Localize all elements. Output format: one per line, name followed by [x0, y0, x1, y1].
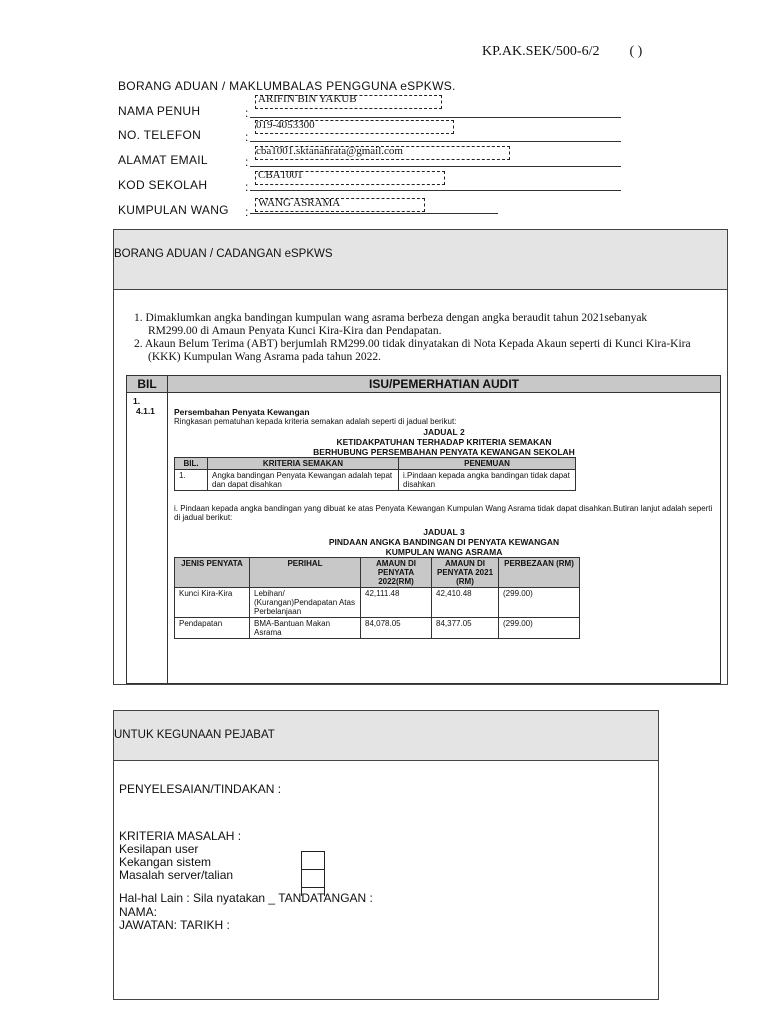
field-underline: [250, 213, 498, 214]
field-underline: [250, 117, 621, 118]
complaint-section: [113, 229, 728, 685]
jadual3-header: AMAUN DI PENYATA 2022(RM): [361, 558, 432, 588]
jadual3-header: PERBEZAAN (RM): [499, 558, 580, 588]
label-nama-penuh: NAMA PENUH: [118, 104, 201, 118]
jadual3-subtitle: PINDAAN ANGKA BANDINGAN DI PENYATA KEWANGAN: [328, 537, 560, 547]
doc-ref-paren: ( ): [629, 44, 643, 59]
isu-header: ISU/PEMERHATIAN AUDIT: [369, 377, 519, 391]
jadual3-cell: Lebihan/ (Kurangan)Pendapatan Atas Perbelanjaan: [250, 588, 361, 618]
topic-description: Ringkasan pematuhan kepada kriteria semakan adalah seperti di jadual berikut:: [174, 417, 457, 426]
jadual2-title: JADUAL 2: [423, 427, 465, 437]
jadual2-header: BIL.: [175, 458, 208, 470]
no-telefon-value: 019-4053300: [256, 119, 315, 131]
jadual3-cell: 42,111.48: [361, 588, 432, 618]
jadual3-cell: Kunci Kira-Kira: [175, 588, 250, 618]
field-underline: [250, 166, 621, 167]
colon: :: [245, 130, 249, 144]
jadual3-cell: 42,410.48: [432, 588, 499, 618]
alamat-email-value: cba1001.sktanahrata@gmail.com: [256, 145, 403, 157]
intro-item: 1. Dimaklumkan angka bandingan kumpulan wang asrama berbeza dengan angka beraudit tahun 2021sebanyak RM299.00 di Amaun Penyata Kunci Kira-Kira dan Pendapatan.: [134, 312, 648, 337]
field-underline: [250, 141, 621, 142]
label-kod-sekolah: KOD SEKOLAH: [118, 178, 208, 192]
intro-list: [134, 312, 694, 364]
kriteria-label: KRITERIA MASALAH :: [119, 829, 242, 843]
jadual2-subtitle: KETIDAKPATUHAN TERHADAP KRITERIA SEMAKAN: [336, 437, 552, 447]
field-underline: [250, 190, 621, 191]
nama-penuh-value: ARIFIN BIN YAKUB: [258, 93, 357, 105]
jadual3-table: [174, 557, 580, 639]
penyelesaian-label: PENYELESAIAN/TINDAKAN :: [119, 782, 282, 796]
jadual2-cell: i.Pindaan kepada angka bandingan tidak dapat disahkan: [399, 470, 576, 491]
checkbox-kesilapan-user[interactable]: [301, 851, 325, 870]
checkbox-masalah-server[interactable]: [301, 887, 325, 896]
jadual3-cell: 84,377.05: [432, 618, 499, 639]
jadual3-cell: (299.00): [499, 588, 580, 618]
jadual2-table: [174, 457, 576, 491]
colon: :: [245, 205, 249, 219]
jadual2-header: PENEMUAN: [399, 458, 576, 470]
document-reference: [482, 44, 642, 60]
form-title: BORANG ADUAN / MAKLUMBALAS PENGGUNA eSPKWS.: [118, 79, 456, 93]
jadual3-cell: Pendapatan: [175, 618, 250, 639]
complaint-section-title: BORANG ADUAN / CADANGAN eSPKWS: [114, 248, 333, 260]
checkbox-kekangan-sistem[interactable]: [301, 869, 325, 888]
bil-subnumber: 4.1.1: [136, 406, 155, 416]
jadual2-header: KRITERIA SEMAKAN: [208, 458, 399, 470]
colon: :: [245, 106, 249, 120]
colon: :: [245, 155, 249, 169]
colon: :: [245, 180, 249, 194]
audit-table: [126, 375, 721, 684]
jadual2-subtitle: BERHUBUNG PERSEMBAHAN PENYATA KEWANGAN SEKOLAH: [313, 447, 575, 457]
label-alamat-email: ALAMAT EMAIL: [118, 153, 208, 167]
label-kumpulan-wang: KUMPULAN WANG: [118, 203, 229, 217]
jadual3-header: PERIHAL: [250, 558, 361, 588]
jadual3-title: JADUAL 3: [423, 527, 465, 537]
jadual2-cell: 1.: [175, 470, 208, 491]
jadual3-header: JENIS PENYATA: [175, 558, 250, 588]
option-masalah-server: Masalah server/talian: [119, 868, 234, 882]
office-use-title: UNTUK KEGUNAAN PEJABAT: [114, 729, 275, 741]
bil-header: BIL: [137, 377, 157, 391]
nama-label: NAMA:: [119, 905, 158, 919]
jadual2-cell: Angka bandingan Penyata Kewangan adalah tepat dan dapat disahkan: [208, 470, 399, 491]
option-kekangan-sistem: Kekangan sistem: [119, 855, 212, 869]
jadual3-cell: (299.00): [499, 618, 580, 639]
jadual3-cell: BMA-Bantuan Makan Asrama: [250, 618, 361, 639]
doc-ref-code: KP.AK.SEK/500-6/2: [482, 44, 600, 59]
office-use-header: [114, 711, 658, 761]
topic-heading: Persembahan Penyata Kewangan: [174, 407, 310, 417]
label-no-telefon: NO. TELEFON: [118, 128, 202, 142]
kumpulan-wang-value: WANG ASRAMA: [258, 197, 341, 209]
jadual3-header: AMAUN DI PENYATA 2021 (RM): [432, 558, 499, 588]
complaint-section-header: [114, 230, 727, 290]
office-use-section: [113, 710, 659, 1000]
jawatan-tarikh-label: JAWATAN: TARIKH :: [119, 918, 230, 932]
hal-lain-label: Hal-hal Lain : Sila nyatakan _ TANDATANGAN :: [119, 891, 373, 905]
kod-sekolah-value: CBA1001: [258, 169, 303, 181]
intro-item: 2. Akaun Belum Terima (ABT) berjumlah RM299.00 tidak dinyatakan di Nota Kepada Akaun seperti di Kunci Kira-Kira (KKK) Kumpulan Wang Asrama pada tahun 2022.: [134, 338, 691, 363]
option-kesilapan-user: Kesilapan user: [119, 842, 199, 856]
note-text: i. Pindaan kepada angka bandingan yang dibuat ke atas Penyata Kewangan Kumpulan Wang Asrama tidak dapat disahkan.Butiran lanjut adalah seperti di jadual berikut:: [174, 504, 713, 522]
jadual3-cell: 84,078.05: [361, 618, 432, 639]
jadual3-subtitle: KUMPULAN WANG ASRAMA: [385, 547, 503, 557]
bil-number: 1.: [133, 396, 141, 406]
